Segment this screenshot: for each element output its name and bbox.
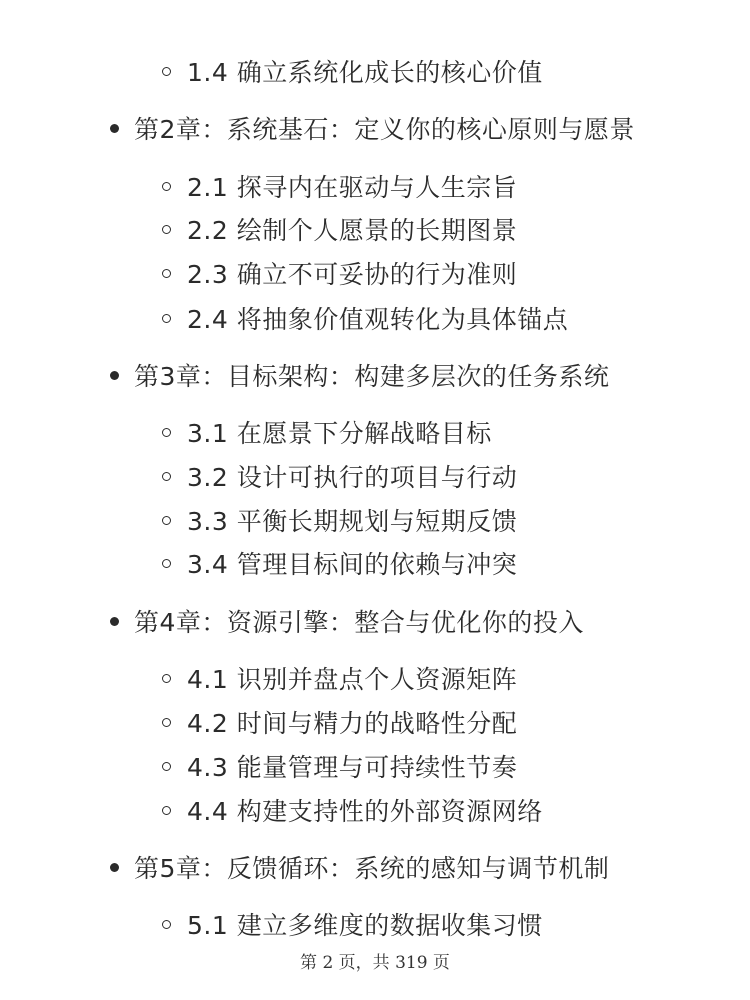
toc-section-item bbox=[162, 456, 517, 496]
toc-chapter-item bbox=[110, 355, 609, 395]
toc-section-item bbox=[162, 746, 517, 786]
toc-item-label: 3.1 在愿景下分解战略目标 bbox=[187, 419, 492, 448]
toc-section-item bbox=[162, 298, 568, 338]
toc-item-label: 3.2 设计可执行的项目与行动 bbox=[187, 463, 518, 492]
hollow-bullet-icon bbox=[162, 806, 171, 815]
hollow-bullet-icon bbox=[162, 559, 171, 568]
hollow-bullet-icon bbox=[162, 225, 171, 234]
toc-section-item bbox=[162, 658, 517, 698]
hollow-bullet-icon bbox=[162, 674, 171, 683]
toc-item-label: 2.2 绘制个人愿景的长期图景 bbox=[187, 216, 518, 245]
toc-item-label: 4.4 构建支持性的外部资源网络 bbox=[187, 797, 543, 826]
hollow-bullet-icon bbox=[162, 762, 171, 771]
hollow-bullet-icon bbox=[162, 314, 171, 323]
hollow-bullet-icon bbox=[162, 428, 171, 437]
toc-item-label: 2.3 确立不可妥协的行为准则 bbox=[187, 260, 518, 289]
toc-item-label: 第4章：资源引擎：整合与优化你的投入 bbox=[134, 608, 584, 637]
page-number-footer: 第 2 页，共 319 页 bbox=[300, 953, 450, 973]
toc-section-item bbox=[162, 904, 543, 944]
filled-bullet-icon bbox=[110, 371, 119, 380]
toc-item-label: 4.2 时间与精力的战略性分配 bbox=[187, 709, 518, 738]
toc-item-label: 4.3 能量管理与可持续性节奏 bbox=[187, 753, 518, 782]
toc-section-item bbox=[162, 51, 543, 91]
toc-item-label: 2.1 探寻内在驱动与人生宗旨 bbox=[187, 173, 518, 202]
toc-item-label: 第5章：反馈循环：系统的感知与调节机制 bbox=[134, 854, 610, 883]
toc-section-item bbox=[162, 500, 517, 540]
toc-item-label: 第2章：系统基石：定义你的核心原则与愿景 bbox=[134, 115, 635, 144]
toc-section-item bbox=[162, 790, 543, 830]
toc-section-item bbox=[162, 412, 492, 452]
toc-item-label: 3.4 管理目标间的依赖与冲突 bbox=[187, 550, 518, 579]
toc-item-label: 3.3 平衡长期规划与短期反馈 bbox=[187, 507, 518, 536]
toc-chapter-item bbox=[110, 601, 584, 641]
toc-chapter-item bbox=[110, 847, 609, 887]
toc-item-label: 2.4 将抽象价值观转化为具体锚点 bbox=[187, 305, 569, 334]
hollow-bullet-icon bbox=[162, 67, 171, 76]
hollow-bullet-icon bbox=[162, 472, 171, 481]
toc-item-label: 5.1 建立多维度的数据收集习惯 bbox=[187, 911, 543, 940]
filled-bullet-icon bbox=[110, 863, 119, 872]
hollow-bullet-icon bbox=[162, 920, 171, 929]
toc-section-item bbox=[162, 253, 517, 293]
toc-chapter-item bbox=[110, 108, 635, 148]
hollow-bullet-icon bbox=[162, 516, 171, 525]
toc-item-label: 1.4 确立系统化成长的核心价值 bbox=[187, 58, 543, 87]
toc-item-label: 第3章：目标架构：构建多层次的任务系统 bbox=[134, 362, 610, 391]
filled-bullet-icon bbox=[110, 124, 119, 133]
toc-section-item bbox=[162, 702, 517, 742]
hollow-bullet-icon bbox=[162, 182, 171, 191]
toc-section-item bbox=[162, 209, 517, 249]
hollow-bullet-icon bbox=[162, 718, 171, 727]
toc-section-item bbox=[162, 543, 517, 583]
hollow-bullet-icon bbox=[162, 269, 171, 278]
toc-item-label: 4.1 识别并盘点个人资源矩阵 bbox=[187, 665, 518, 694]
filled-bullet-icon bbox=[110, 617, 119, 626]
toc-section-item bbox=[162, 166, 517, 206]
